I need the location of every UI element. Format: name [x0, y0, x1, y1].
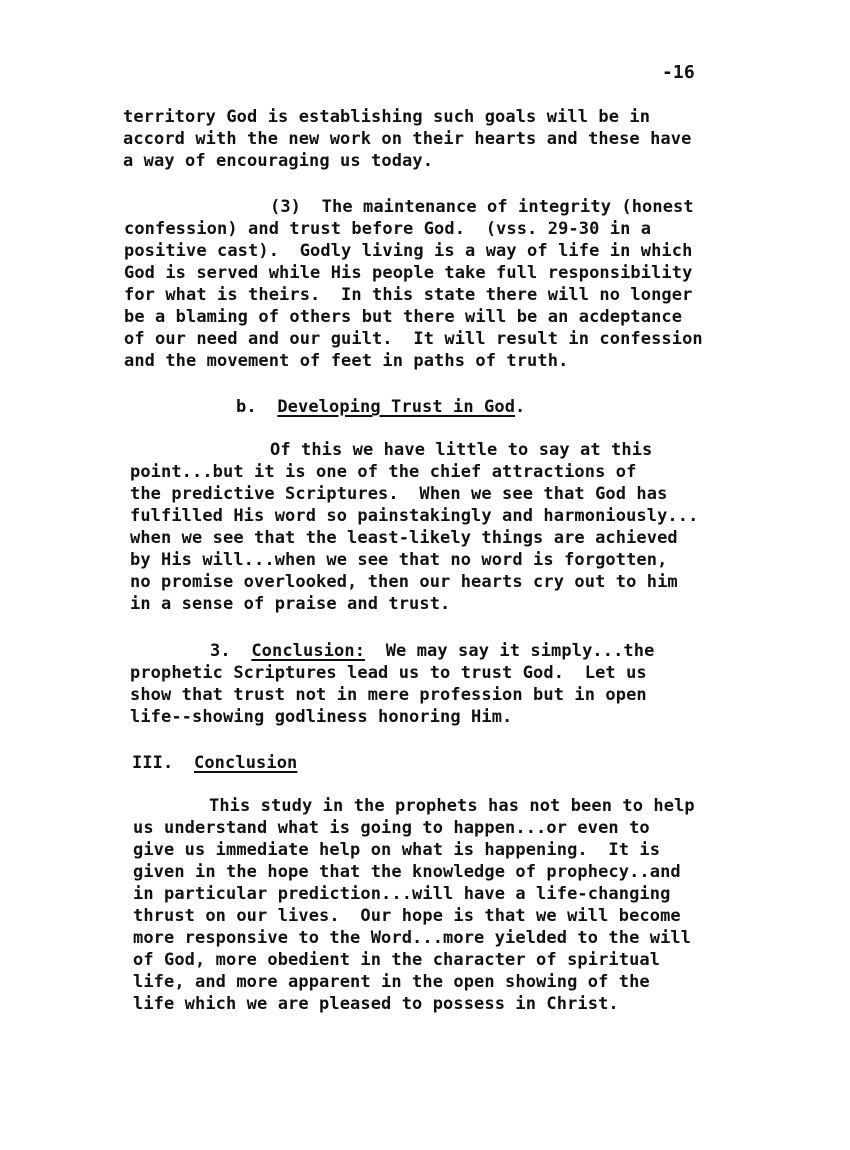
section-heading-b — [236, 396, 525, 418]
text-line: accord with the new work on their hearts and these have — [123, 129, 692, 149]
text-line: give us immediate help on what is happening. It is — [133, 840, 661, 860]
text-line: (3) The maintenance of integrity (honest — [270, 197, 694, 217]
text-line: prophetic Scriptures lead us to trust God. Let us — [130, 663, 647, 683]
text-line: fulfilled His word so painstakingly and harmoniously... — [130, 506, 699, 526]
text-line: life--showing godliness honoring Him. — [130, 707, 513, 727]
text-line: by His will...when we see that no word is forgotten, — [130, 550, 668, 570]
text-line: thrust on our lives. Our hope is that we will become — [133, 906, 681, 926]
text-line: the predictive Scriptures. When we see that God has — [130, 484, 668, 504]
text-line: life, and more apparent in the open showing of the — [133, 972, 650, 992]
heading-title: Conclusion — [194, 753, 298, 773]
text-line: life which we are pleased to possess in Christ. — [133, 994, 619, 1014]
section-heading-3 — [210, 640, 654, 662]
text-line: more responsive to the Word...more yielded to the will — [133, 928, 692, 948]
heading-marker: b. — [236, 397, 257, 417]
text-line: of our need and our guilt. It will result in confession — [124, 329, 703, 349]
text-line: no promise overlooked, then our hearts cry out to him — [130, 572, 678, 592]
text-line: in particular prediction...will have a life-changing — [133, 884, 671, 904]
text-line: in a sense of praise and trust. — [130, 594, 451, 614]
text-line: a way of encouraging us today. — [123, 151, 434, 171]
heading-rest: We may say it simply...the — [365, 641, 655, 661]
text-line: territory God is establishing such goals will be in — [123, 107, 651, 127]
text-line: point...but it is one of the chief attractions of — [130, 462, 637, 482]
text-line: This study in the prophets has not been to help — [209, 796, 695, 816]
text-line: us understand what is going to happen...or even to — [133, 818, 650, 838]
heading-title: Conclusion: — [251, 641, 366, 661]
text-line: positive cast). Godly living is a way of life in which — [124, 241, 693, 261]
text-line: of God, more obedient in the character of spiritual — [133, 950, 661, 970]
heading-marker: III. — [132, 753, 174, 773]
text-line: confession) and trust before God. (vss. 29-30 in a — [124, 219, 652, 239]
text-line: God is served while His people take full responsibility — [124, 263, 693, 283]
text-line: given in the hope that the knowledge of prophecy..and — [133, 862, 681, 882]
text-line: show that trust not in mere profession but in open — [130, 685, 647, 705]
text-line: be a blaming of others but there will be an acdeptance — [124, 307, 683, 327]
heading-title: Developing Trust in God — [277, 397, 516, 417]
text-line: Of this we have little to say at this — [270, 440, 653, 460]
heading-end: . — [515, 397, 526, 417]
text-line: for what is theirs. In this state there will no longer — [124, 285, 693, 305]
text-line: when we see that the least-likely things are achieved — [130, 528, 678, 548]
page-number: -16 — [662, 62, 695, 83]
section-heading-iii — [132, 752, 297, 774]
heading-marker: 3. — [210, 641, 231, 661]
text-line: and the movement of feet in paths of truth. — [124, 351, 569, 371]
